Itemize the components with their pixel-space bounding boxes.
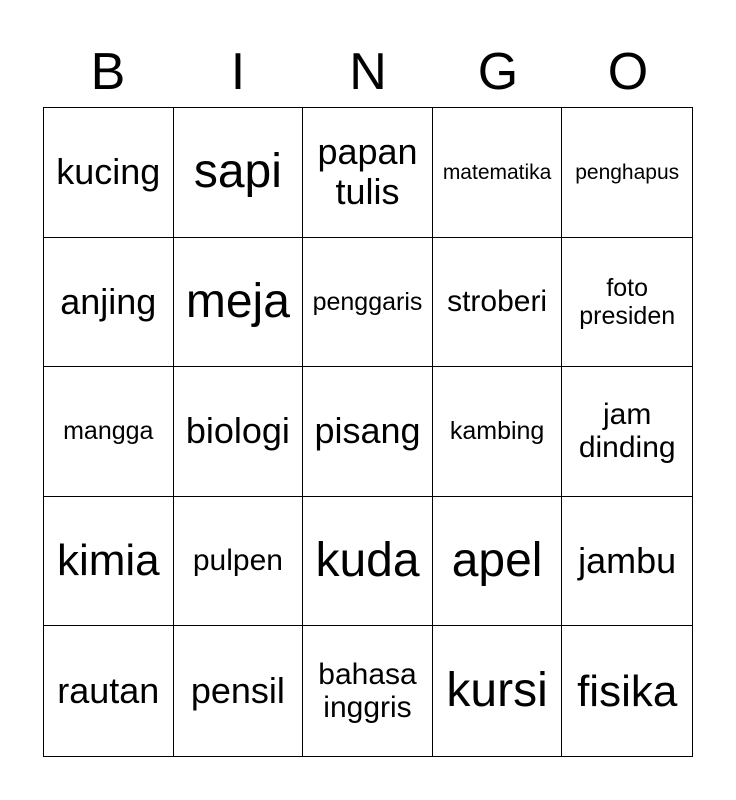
cell-text: biologi: [185, 410, 290, 452]
bingo-cell-r1-c3[interactable]: [303, 108, 433, 238]
cell-text: stroberi: [447, 285, 548, 319]
bingo-cell-r2-c5[interactable]: [562, 238, 692, 368]
cell-text: jam dinding: [578, 397, 676, 465]
bingo-header: [43, 40, 693, 104]
bingo-cell-r3-c3[interactable]: [303, 367, 433, 497]
bingo-cell-r5-c2[interactable]: [174, 626, 304, 756]
cell-text: kuda: [315, 534, 420, 588]
bingo-cell-r5-c5[interactable]: [562, 626, 692, 756]
cell-text: meja: [185, 275, 290, 329]
cell-text: mangga: [63, 417, 154, 446]
bingo-cell-r2-c2[interactable]: [174, 238, 304, 368]
bingo-cell-r3-c2[interactable]: [174, 367, 304, 497]
bingo-cell-r4-c3[interactable]: [303, 497, 433, 627]
cell-text: kambing: [449, 417, 545, 446]
bingo-cell-r3-c5[interactable]: [562, 367, 692, 497]
bingo-cell-r1-c1[interactable]: [44, 108, 174, 238]
cell-text: kucing: [56, 151, 161, 193]
bingo-cell-r5-c4[interactable]: [433, 626, 563, 756]
bingo-cell-r4-c4[interactable]: [433, 497, 563, 627]
cell-text: papan tulis: [317, 130, 418, 213]
bingo-cell-r2-c4[interactable]: [433, 238, 563, 368]
bingo-cell-r5-c3[interactable]: [303, 626, 433, 756]
cell-text: pisang: [314, 410, 421, 452]
bingo-cell-r2-c1[interactable]: [44, 238, 174, 368]
cell-text: anjing: [60, 280, 157, 322]
cell-text: bahasa inggris: [318, 657, 417, 725]
header-letter-o: O: [607, 43, 649, 101]
cell-text: kursi: [446, 664, 548, 718]
bingo-cell-r4-c2[interactable]: [174, 497, 304, 627]
cell-text: penggaris: [312, 287, 423, 316]
header-letter-i: I: [230, 43, 246, 101]
header-letter-g: G: [477, 43, 519, 101]
bingo-cell-r3-c1[interactable]: [44, 367, 174, 497]
bingo-cell-r1-c5[interactable]: [562, 108, 692, 238]
header-letter-n: N: [349, 43, 387, 101]
cell-text: pulpen: [192, 544, 283, 578]
bingo-cell-r1-c2[interactable]: [174, 108, 304, 238]
cell-text: kimia: [56, 536, 160, 586]
cell-text: foto presiden: [579, 273, 676, 330]
bingo-cell-r2-c3[interactable]: [303, 238, 433, 368]
cell-text: fisika: [577, 666, 678, 716]
cell-text: sapi: [193, 145, 282, 199]
bingo-cell-r5-c1[interactable]: [44, 626, 174, 756]
bingo-board: [43, 107, 693, 757]
header-letter-b: B: [90, 43, 126, 101]
cell-text: matematika: [442, 160, 552, 184]
bingo-cell-r4-c5[interactable]: [562, 497, 692, 627]
cell-text: jambu: [578, 539, 677, 581]
cell-text: penghapus: [575, 160, 680, 184]
bingo-cell-r4-c1[interactable]: [44, 497, 174, 627]
cell-text: rautan: [57, 670, 160, 712]
bingo-cell-r3-c4[interactable]: [433, 367, 563, 497]
cell-text: apel: [451, 534, 543, 588]
bingo-cell-r1-c4[interactable]: [433, 108, 563, 238]
cell-text: pensil: [190, 670, 285, 712]
